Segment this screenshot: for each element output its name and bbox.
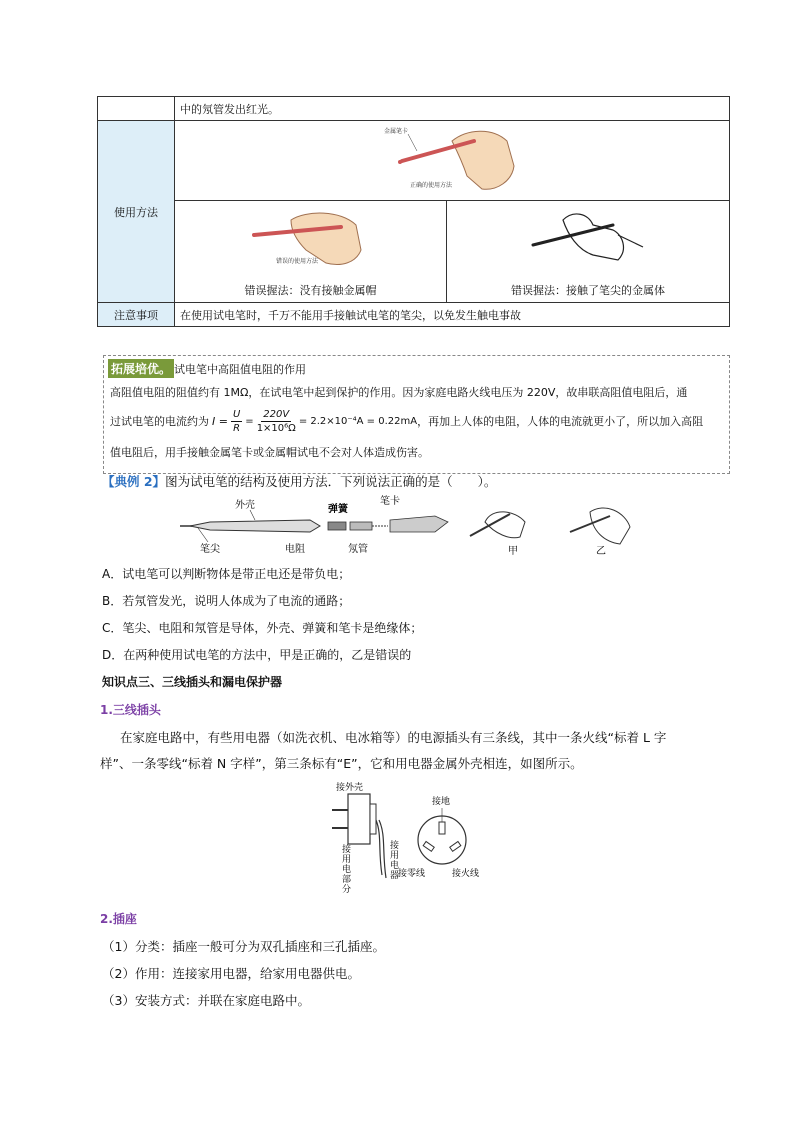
label-live: 接火线 bbox=[452, 869, 480, 879]
label-neon: 氖管 bbox=[348, 544, 368, 555]
notes-text-cell: 在使用试电笔时，千万不能用手接触试电笔的笔尖，以免发生触电事故 bbox=[175, 303, 730, 327]
label-clip: 笔卡 bbox=[380, 496, 400, 507]
example-question: 【典例 2】图为试电笔的结构及使用方法．下列说法正确的是（ ）。 bbox=[102, 474, 497, 489]
label-tip: 笔尖 bbox=[200, 544, 220, 555]
wrong-usage-1-image bbox=[246, 205, 376, 269]
label-neutral: 接零线 bbox=[398, 869, 426, 879]
option-a: A．试电笔可以判断物体是带正电还是带负电； bbox=[102, 567, 351, 581]
extension-line3: 值电阻后，用手接触金属笔卡或金属帽试电不会对人体造成伤害。 bbox=[110, 446, 429, 459]
formula-i: I = bbox=[212, 414, 228, 428]
usage-row0-text: 中的氖管发出红光。 bbox=[175, 97, 730, 121]
sub-title-socket: 2.插座 bbox=[100, 912, 137, 926]
svg-text:金属笔卡: 金属笔卡 bbox=[384, 128, 409, 135]
socket-item-2: （2）作用：连接家用电器，给家用电器供电。 bbox=[102, 966, 360, 981]
wrong-usage-2-caption: 错误握法：接触了笔尖的金属体 bbox=[511, 284, 665, 297]
section3-title: 知识点三、三线插头和漏电保护器 bbox=[102, 675, 283, 689]
correct-usage-image bbox=[382, 121, 522, 197]
sub-title-plug: 1.三线插头 bbox=[100, 703, 161, 717]
plug-paragraph-line2: 样”、一条零线“标着 N 字样”，第三条标有“E”，它和用电器金属外壳相连，如图所示。 bbox=[100, 756, 583, 771]
label-resistor: 电阻 bbox=[285, 544, 305, 555]
socket-item-1: （1）分类：插座一般可分为双孔插座和三孔插座。 bbox=[102, 939, 385, 954]
svg-text:错误的使用方法: 错误的使用方法 bbox=[275, 258, 318, 265]
extension-title: 试电笔中高阻值电阻的作用 bbox=[174, 363, 307, 376]
wrong-usage-1-caption: 错误握法：没有接触金属帽 bbox=[244, 284, 377, 297]
label-outer: 接外壳 bbox=[336, 783, 364, 793]
plug-diagram bbox=[320, 780, 500, 898]
label-spring: 弹簧 bbox=[328, 504, 348, 515]
option-d: D．在两种使用试电笔的方法中，甲是正确的，乙是错误的 bbox=[102, 648, 412, 662]
label-shell: 外壳 bbox=[235, 500, 255, 511]
wrong-usage-2-image bbox=[523, 205, 653, 269]
formula-ur: $\frac{U}{R}$ bbox=[232, 409, 241, 434]
label-appliance: 接用电器 bbox=[390, 841, 400, 881]
label-ground: 接地 bbox=[432, 797, 451, 807]
tester-diagram bbox=[180, 492, 640, 558]
formula-result: = 2.2×10⁻⁴A = 0.22mA bbox=[298, 415, 418, 427]
option-c: C．笔尖、电阻和氖管是导体，外壳、弹簧和笔卡是绝缘体； bbox=[102, 621, 423, 635]
wrong-usage-1-cell bbox=[175, 201, 447, 303]
plug-paragraph-line1: 在家庭电路中，有些用电器（如洗衣机、电冰箱等）的电源插头有三条线，其中一条火线“标着 L 字 bbox=[120, 730, 667, 745]
wrong-usage-2-cell bbox=[447, 201, 730, 303]
extension-tag: 拓展培优。 bbox=[108, 359, 174, 378]
label-yi: 乙 bbox=[596, 546, 606, 557]
socket-item-3: （3）安装方式：并联在家庭电路中。 bbox=[102, 993, 310, 1008]
notes-label: 注意事项 bbox=[98, 303, 175, 327]
correct-usage-image-cell bbox=[175, 121, 730, 201]
formula-fraction: $\frac{220V}{\text{1×10⁶Ω}}$ bbox=[256, 409, 296, 434]
example-tag: 【典例 2】 bbox=[102, 474, 166, 489]
extension-line1: 高阻值电阻的阻值约有 1MΩ，在试电笔中起到保护的作用。因为家庭电路火线电压为 220V，故串联高阻值电阻后，通 bbox=[110, 386, 688, 399]
label-jia: 甲 bbox=[508, 546, 518, 557]
usage-label: 使用方法 bbox=[98, 121, 175, 303]
extension-heading bbox=[108, 359, 306, 378]
extension-line2: 过试电笔的电流约为 I = $\frac{U}{R}$ = $\frac{220V}{\text{1×10⁶Ω}}$ = 2.2×10⁻⁴A = 0.22mA ，再加上人体的电阻，人体的电流就更小了，所以加入高阻 bbox=[110, 409, 704, 434]
label-appliance-part: 接用电部分 bbox=[342, 845, 352, 895]
extension-box bbox=[103, 355, 730, 474]
option-b: B．若氖管发光，说明人体成为了电流的通路； bbox=[102, 594, 351, 608]
table-empty-cell bbox=[98, 97, 175, 121]
usage-table bbox=[97, 96, 730, 327]
svg-text:正确的使用方法: 正确的使用方法 bbox=[410, 182, 453, 189]
